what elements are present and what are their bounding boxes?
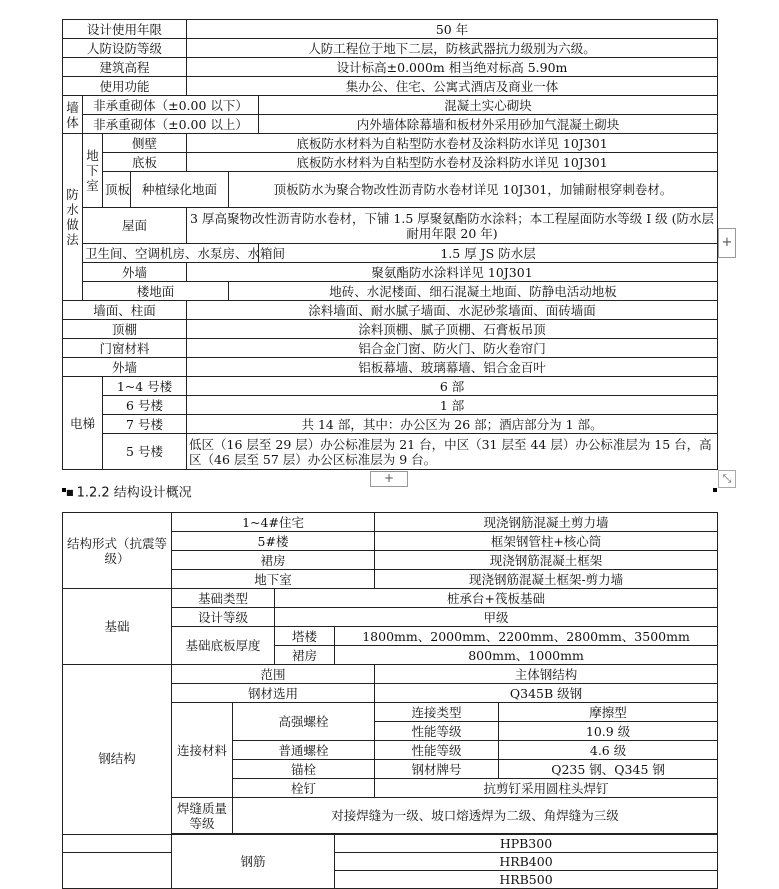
cell-label: 范围 <box>172 665 375 684</box>
cell-label: 7 号楼 <box>103 415 187 434</box>
cell-value: 800mm、1000mm <box>335 646 718 665</box>
cell-value: HRB400 <box>335 853 718 871</box>
table-row <box>63 589 718 608</box>
cell-sublabel: 种植绿化地面 <box>131 172 229 208</box>
connection-label: 连接材料 <box>172 703 233 798</box>
rebar-label: 钢筋 <box>172 835 335 889</box>
table-row <box>63 665 718 684</box>
table-row <box>63 58 718 77</box>
cell-label: 6 号楼 <box>103 396 187 415</box>
cell-label: 顶棚 <box>63 320 187 339</box>
table-row <box>63 153 718 172</box>
cell-label: 塔楼 <box>275 627 335 646</box>
thickness-label: 基础底板厚度 <box>172 627 275 665</box>
cell-label: 屋面 <box>83 208 187 244</box>
cell-value: 混凝土实心砌块 <box>259 96 718 115</box>
add-column-button[interactable]: + <box>718 228 736 258</box>
cell-value: HRB500 <box>335 871 718 889</box>
cell-value: 现浇钢筋混凝土框架 <box>375 551 718 570</box>
table-row <box>63 263 718 282</box>
cell-value: 甲级 <box>275 608 718 627</box>
cell-value: 对接焊缝为一级、坡口熔透焊为二级、角焊缝为三级 <box>233 798 718 834</box>
cell-label: 人防设防等级 <box>63 39 187 58</box>
weld-label: 焊缝质量等级 <box>172 798 233 834</box>
table-row <box>63 134 718 153</box>
cell-value: 6 部 <box>187 377 718 396</box>
cell-label: 外墙 <box>63 358 187 377</box>
table-row <box>63 377 718 396</box>
cell-value: 集办公、住宅、公寓式酒店及商业一体 <box>187 77 718 96</box>
cell-label: 5#楼 <box>172 532 375 551</box>
cell-label: 裙房 <box>172 551 375 570</box>
table-row <box>63 96 718 115</box>
cell-value: 铝合金门窗、防火门、防火卷帘门 <box>187 339 718 358</box>
table-row <box>63 301 718 320</box>
cell-value: 内外墙体除幕墙和板材外采用砂加气混凝土砌块 <box>259 115 718 134</box>
cell-label: 卫生间、空调机房、水泵房、水箱间 <box>83 244 259 263</box>
section-heading <box>66 484 192 503</box>
page-top-margin <box>62 0 717 20</box>
cell-value: 现浇钢筋混凝土剪力墙 <box>375 513 718 532</box>
table-row <box>63 415 718 434</box>
table-resize-handle-icon[interactable]: ⤡ <box>718 470 736 488</box>
cell-value: 底板防水材料为自粘型防水卷材及涂料防水详见 10J301 <box>187 134 718 153</box>
cell-label: 裙房 <box>275 646 335 665</box>
cell-value: 1800mm、2000mm、2200mm、2800mm、3500mm <box>335 627 718 646</box>
cell-label: 非承重砌体（±0.00 以上） <box>83 115 259 134</box>
cell-value: HPB300 <box>335 835 718 853</box>
table-row <box>63 39 718 58</box>
cell-value: 3 厚高聚物改性沥青防水卷材，下铺 1.5 厚聚氨酯防水涂料；本工程屋面防水等级 I 级 (防水层耐用年限 20 年) <box>187 208 718 244</box>
cell-value: 4.6 级 <box>499 741 718 760</box>
cell-label: 1~4 号楼 <box>103 377 187 396</box>
table-row <box>63 434 718 470</box>
cell-label: 5 号楼 <box>103 434 187 470</box>
selection-marker <box>62 488 66 492</box>
cell-value: 底板防水材料为自粘型防水卷材及涂料防水详见 10J301 <box>187 153 718 172</box>
cell-value: 抗剪钉采用圆柱头焊钉 <box>375 779 718 798</box>
basement-label: 地下室 <box>83 134 103 208</box>
structure-overview-table <box>62 512 718 853</box>
table-row <box>63 77 718 96</box>
cell-label: 楼地面 <box>83 282 229 301</box>
cell-label: 性能等级 <box>375 722 499 741</box>
structure-group-label: 结构形式（抗震等级） <box>63 513 172 589</box>
building-overview-table <box>62 19 718 470</box>
cell-value: 现浇钢筋混凝土框架-剪力墙 <box>375 570 718 589</box>
cell-label: 非承重砌体（±0.00 以下） <box>83 96 259 115</box>
stud-label: 栓钉 <box>233 779 375 798</box>
cell-value: 框架钢管柱+核心筒 <box>375 532 718 551</box>
selection-marker <box>713 488 717 492</box>
cell-value: 1.5 厚 JS 防水层 <box>259 244 718 263</box>
cell-value: 设计标高±0.000m 相当绝对标高 5.90m <box>187 58 718 77</box>
cell-value: 主体钢结构 <box>375 665 718 684</box>
table-row <box>63 358 718 377</box>
cell-label: 连接类型 <box>375 703 499 722</box>
cell-value: Q345B 级钢 <box>375 684 718 703</box>
table-row <box>63 339 718 358</box>
steel-group-label: 钢结构 <box>63 665 172 853</box>
wall-group-label: 墙体 <box>63 96 83 134</box>
foundation-group-label: 基础 <box>63 589 172 665</box>
cell-label: 地下室 <box>172 570 375 589</box>
cell-value: 地砖、水泥楼面、细石混凝土地面、防静电活动地板 <box>229 282 718 301</box>
cell-value: 低区（16 层至 29 层）办公标准层为 21 台，中区（31 层至 44 层）办公标准层为 15 台，高区（46 层至 57 层）办公区标准层为 9 台。 <box>187 434 718 470</box>
cell-label: 设计使用年限 <box>63 20 187 39</box>
waterproof-group-label: 防水做法 <box>63 134 83 301</box>
rebar-table <box>62 834 718 889</box>
add-row-button[interactable]: + <box>370 471 408 487</box>
cell-label: 顶板 <box>103 172 131 208</box>
cell-value: 50 年 <box>187 20 718 39</box>
cell-label: 墙面、柱面 <box>63 301 187 320</box>
table-row <box>63 115 718 134</box>
cell-value: 聚氨酯防水涂料详见 10J301 <box>187 263 718 282</box>
elevator-group-label: 电梯 <box>63 377 103 470</box>
table-row <box>63 172 718 208</box>
cell-value: 摩擦型 <box>499 703 718 722</box>
heading-number: 1.2.2 <box>76 485 110 501</box>
cell-value: 涂料顶棚、腻子顶棚、石膏板吊顶 <box>187 320 718 339</box>
table-row <box>63 20 718 39</box>
cell-label: 基础类型 <box>172 589 275 608</box>
normal-bolt-label: 普通螺栓 <box>233 741 375 760</box>
cell-label: 性能等级 <box>375 741 499 760</box>
table-row <box>63 513 718 532</box>
table-row <box>63 244 718 263</box>
cell-label: 钢材牌号 <box>375 760 499 779</box>
cell-value: 顶板防水为聚合物改性沥青防水卷材详见 10J301，加铺耐根穿刺卷材。 <box>229 172 718 208</box>
hs-bolt-label: 高强螺栓 <box>233 703 375 741</box>
cell-value: 桩承台+筏板基础 <box>275 589 718 608</box>
anchor-label: 锚栓 <box>233 760 375 779</box>
cell-label: 侧壁 <box>103 134 187 153</box>
cell-value: 铝板幕墙、玻璃幕墙、铝合金百叶 <box>187 358 718 377</box>
cell-value: 人防工程位于地下二层，防核武器抗力级别为六级。 <box>187 39 718 58</box>
cell-label: 设计等级 <box>172 608 275 627</box>
cell-label: 建筑高程 <box>63 58 187 77</box>
cell-label: 门窗材料 <box>63 339 187 358</box>
table-row <box>63 282 718 301</box>
cell-label: 使用功能 <box>63 77 187 96</box>
cell-value: 1 部 <box>187 396 718 415</box>
cell-label: 外墙 <box>83 263 187 282</box>
heading-title: 结构设计概况 <box>113 485 192 501</box>
table-row <box>63 320 718 339</box>
cell-label: 底板 <box>103 153 187 172</box>
table-row <box>63 835 718 853</box>
cell-value: Q235 钢、Q345 钢 <box>499 760 718 779</box>
cell-value: 共 14 部，其中：办公区为 26 部；酒店部分为 1 部。 <box>187 415 718 434</box>
cell-value: 涂料墙面、耐水腻子墙面、水泥砂浆墙面、面砖墙面 <box>187 301 718 320</box>
cell-label: 1~4#住宅 <box>172 513 375 532</box>
blank-cell <box>63 835 172 889</box>
cell-value: 10.9 级 <box>499 722 718 741</box>
table-row <box>63 208 718 244</box>
table-row <box>63 396 718 415</box>
cell-label: 钢材选用 <box>172 684 375 703</box>
heading-bullet-icon: ■ <box>66 488 74 497</box>
